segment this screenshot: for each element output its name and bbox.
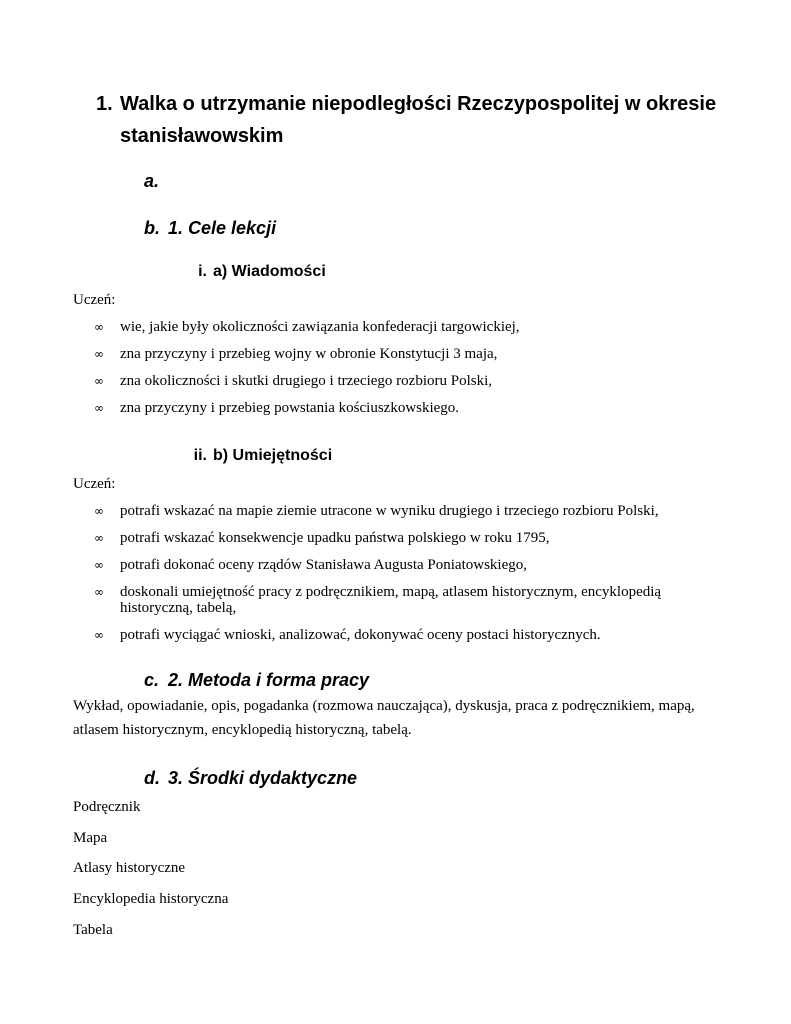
list-item: ∞ zna okoliczności i skutki drugiego i trzeciego rozbioru Polski, <box>94 373 492 389</box>
section-c-mark: c. <box>144 670 160 690</box>
section-b-text: 1. Cele lekcji <box>168 218 277 238</box>
section-b-mark: b. <box>144 218 160 238</box>
subsection-ii-mark: ii. <box>193 447 207 464</box>
infinity-bullet-icon: ∞ <box>94 504 104 518</box>
metoda-paragraph: Wykład, opowiadanie, opis, pogadanka (rozmowa nauczająca), dyskusja, praca z podręcznikiem, mapą, atlasem historycznym, encyklopedią historyczną, tabelą. <box>73 698 695 738</box>
list-item: ∞ potrafi wskazać konsekwencje upadku państwa polskiego w roku 1795, <box>94 530 550 546</box>
srodki-item-tabela: Tabela <box>73 922 113 938</box>
subsection-umiejetnosci-heading <box>187 446 332 466</box>
section-a-mark: a. <box>144 171 160 191</box>
subsection-ii-text: b) Umiejętności <box>213 447 333 464</box>
section-c-text: 2. Metoda i forma pracy <box>168 670 370 690</box>
list-item: ∞ potrafi dokonać oceny rządów Stanisława Augusta Poniatowskiego, <box>94 557 527 573</box>
title-number: 1. <box>96 93 113 115</box>
umiejetnosci-list <box>94 503 720 654</box>
infinity-bullet-icon: ∞ <box>94 531 104 545</box>
srodki-item-podrecznik: Podręcznik <box>73 799 141 815</box>
section-d-mark: d. <box>144 768 160 788</box>
list-item: ∞ wie, jakie były okoliczności zawiązania konfederacji targowickiej, <box>94 319 520 335</box>
wiadomosci-list <box>94 319 720 427</box>
wiadomosci-intro: Uczeń: <box>73 292 116 308</box>
list-item: ∞ doskonali umiejętność pracy z podręcznikiem, mapą, atlasem historycznym, encyklopedią historyczną, tabelą, <box>94 584 662 616</box>
infinity-bullet-icon: ∞ <box>94 628 104 642</box>
section-d-text: 3. Środki dydaktyczne <box>168 768 358 788</box>
subsection-i-text: a) Wiadomości <box>213 263 326 280</box>
subsection-i-mark: i. <box>198 263 207 280</box>
srodki-item-encyklopedia: Encyklopedia historyczna <box>73 891 229 907</box>
title-text: Walka o utrzymanie niepodległości Rzeczypospolitej w okresie stanisławowskim <box>120 93 717 147</box>
infinity-bullet-icon: ∞ <box>94 347 104 361</box>
subsection-wiadomosci-heading <box>187 262 326 282</box>
srodki-item-atlasy: Atlasy historyczne <box>73 860 186 876</box>
list-item: ∞ potrafi wyciągać wnioski, analizować, dokonywać oceny postaci historycznych. <box>94 627 601 643</box>
list-item: ∞ zna przyczyny i przebieg powstania kościuszkowskiego. <box>94 400 460 416</box>
section-c-heading <box>144 669 369 691</box>
section-b-heading <box>144 217 276 239</box>
section-d-heading <box>144 767 357 789</box>
umiejetnosci-intro: Uczeń: <box>73 476 116 492</box>
infinity-bullet-icon: ∞ <box>94 320 104 334</box>
infinity-bullet-icon: ∞ <box>94 558 104 572</box>
document-title <box>96 88 736 152</box>
infinity-bullet-icon: ∞ <box>94 401 104 415</box>
srodki-item-mapa: Mapa <box>73 830 108 846</box>
list-item: ∞ potrafi wskazać na mapie ziemie utracone w wyniku drugiego i trzeciego rozbioru Polski, <box>94 503 659 519</box>
section-a-heading <box>144 170 168 192</box>
infinity-bullet-icon: ∞ <box>94 585 104 599</box>
list-item: ∞ zna przyczyny i przebieg wojny w obronie Konstytucji 3 maja, <box>94 346 498 362</box>
infinity-bullet-icon: ∞ <box>94 374 104 388</box>
